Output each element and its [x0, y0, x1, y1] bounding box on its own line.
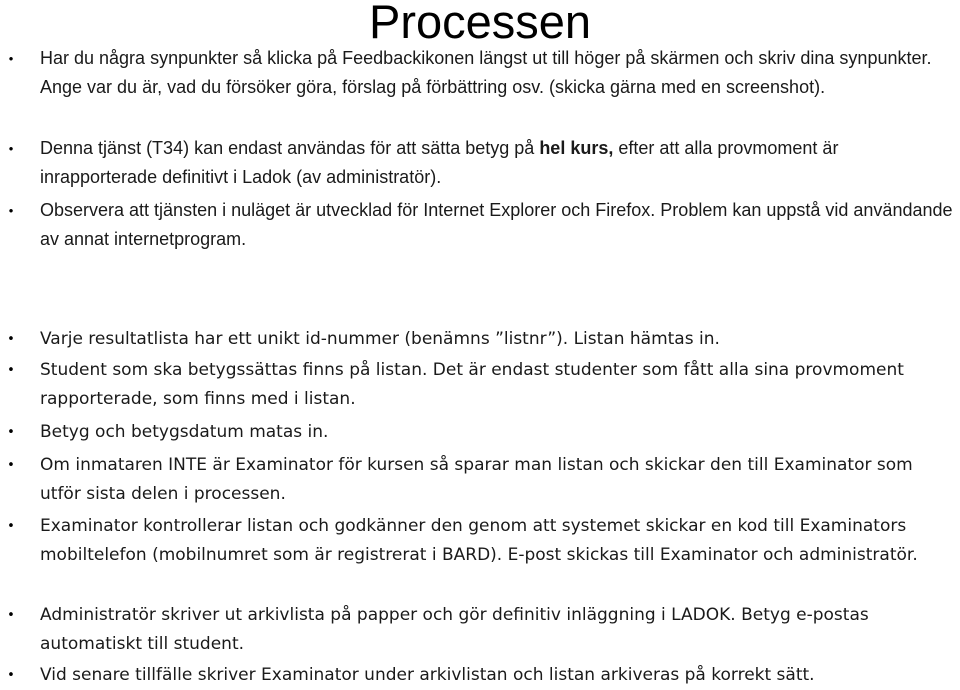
- bullet-icon: •: [7, 608, 15, 623]
- bullet-item-grade-input: [7, 418, 958, 447]
- bullet-text: Varje resultatlista har ett unikt id-nummer (benämns ”listnr”). Listan hämtas in.: [40, 329, 720, 349]
- bullet-item-resultlist: [7, 325, 958, 354]
- bullet-icon: •: [8, 51, 14, 66]
- bullet-item-feedback: [8, 44, 958, 102]
- bullet-text: Administratör skriver ut arkivlista på papper och gör definitiv inläggning i LADOK. Betyg e-postas automatiskt till student.: [40, 605, 869, 654]
- bullet-icon: •: [7, 332, 15, 347]
- bullet-text: Har du några synpunkter så klicka på Feedbackikonen längst ut till höger på skärmen och skriv dina synpunkter. Ange var du är, vad du försöker göra, förslag på förbättring osv. (skicka gärna med en screenshot).: [40, 48, 932, 97]
- bullet-item-examiner-approves: [7, 512, 958, 570]
- bullet-icon: •: [8, 141, 14, 156]
- slide-title: Processen: [368, 0, 592, 48]
- bullet-item-browser: [8, 196, 958, 254]
- bullet-text-after: efter att alla provmoment är inrapporterade definitivt i Ladok (av administratör).: [40, 138, 839, 187]
- bullet-text-before: Denna tjänst (T34) kan endast användas för att sätta betyg på: [40, 138, 540, 158]
- bullet-text: Student som ska betygssättas finns på listan. Det är endast studenter som fått alla sina provmoment rapporterade, som finns med i listan.: [40, 360, 904, 409]
- bullet-text: Om inmataren INTE är Examinator för kursen så sparar man listan och skickar den till Examinator som utför sista delen i processen.: [40, 455, 913, 504]
- bullet-text: Vid senare tillfälle skriver Examinator under arkivlistan och listan arkiveras på korrekt sätt.: [40, 665, 815, 685]
- bullet-text: Observera att tjänsten i nuläget är utvecklad för Internet Explorer och Firefox. Problem kan uppstå vid användande av annat internetprogram.: [40, 200, 953, 249]
- bullet-item-archive: [7, 661, 958, 690]
- bullet-item-not-examiner: [7, 451, 958, 509]
- bullet-text: Betyg och betygsdatum matas in.: [40, 422, 329, 442]
- bullet-text: Examinator kontrollerar listan och godkänner den genom att systemet skickar en kod till Examinators mobiltelefon (mobilnumret som är registrerat i BARD). E-post skickas till Examinator och administratör.: [40, 516, 918, 565]
- bullet-item-administrator: [7, 601, 958, 659]
- bullet-icon: •: [7, 425, 15, 440]
- bullet-icon: •: [7, 519, 15, 534]
- bullet-item-student: [7, 356, 958, 414]
- bullet-text-bold: hel kurs,: [539, 138, 614, 158]
- bullet-icon: •: [7, 458, 15, 473]
- bullet-icon: •: [7, 363, 15, 378]
- bullet-item-t34: [8, 134, 958, 192]
- bullet-icon: •: [8, 203, 14, 218]
- bullet-icon: •: [7, 668, 15, 683]
